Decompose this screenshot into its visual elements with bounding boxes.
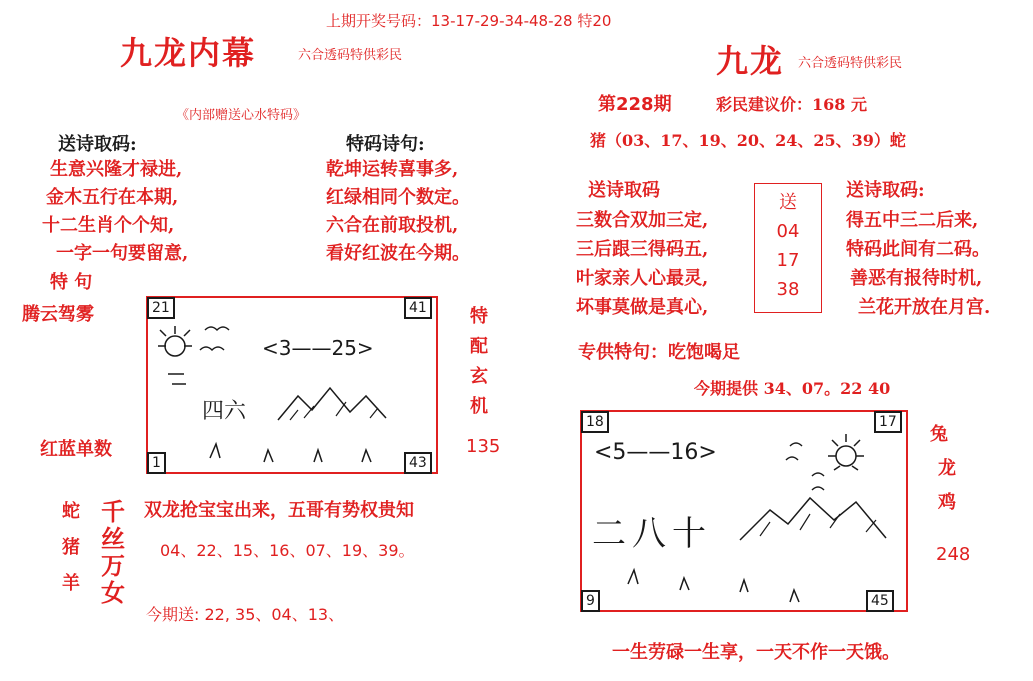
poem-line: 三后跟三得码五, (576, 239, 709, 260)
poem-line: 十二生肖个个知, (42, 215, 175, 236)
left-card-corner-bl: 1 (147, 452, 166, 474)
poem-line: 特码此间有二码。 (846, 239, 990, 260)
poem-line: 善恶有报待时机, (850, 268, 983, 289)
zodiac-char: 鸡 (938, 492, 956, 513)
left-card-chars: 四六 (202, 399, 247, 424)
poem-line: 一字一句要留意, (56, 243, 189, 264)
left-poem-b-label: 特码诗句: (346, 134, 425, 155)
right-zodiac-col (930, 418, 956, 520)
left-line-2: 04、22、15、16、07、19、39。 (160, 541, 415, 560)
suggested-price: 彩民建议价：168 元 (716, 95, 867, 114)
right-card-chars: 二八十 (592, 514, 712, 554)
left-special-label: 特 句 (50, 272, 93, 293)
poem-line: 叶家亲人心最灵, (576, 268, 709, 289)
right-special-phrase: 专供特句：吃饱喝足 (578, 342, 740, 363)
left-today-send: 今期送: 22, 35、04、13、 (146, 605, 345, 624)
left-riddle-chars: 千丝万女 (101, 497, 125, 607)
left-card-corner-br: 43 (404, 452, 432, 474)
right-card-corner-tr: 17 (874, 411, 902, 433)
left-subtitle: 六合透码特供彩民 (298, 48, 403, 63)
right-card-corner-bl: 9 (581, 590, 600, 612)
send-number: 17 (776, 250, 800, 271)
zodiac-number-line: 猪（03、17、19、20、24、25、39）蛇 (590, 131, 906, 150)
right-subtitle: 六合透码特供彩民 (798, 56, 903, 71)
poem-line: 金木五行在本期, (46, 187, 179, 208)
left-card-corner-tl: 21 (147, 297, 175, 319)
send-label: 送 (779, 192, 797, 213)
zodiac-char: 蛇 (62, 501, 80, 522)
right-card-range: <5——16> (594, 440, 717, 465)
zodiac-char: 龙 (938, 458, 956, 479)
side-char: 机 (470, 396, 488, 417)
left-title: 九龙内幕 (120, 34, 257, 72)
poem-line: 红绿相同个数定。 (326, 187, 470, 208)
send-number: 38 (776, 279, 800, 300)
left-card-range: <3——25> (262, 336, 374, 360)
side-char: 配 (470, 336, 488, 357)
side-char: 特 (470, 306, 488, 327)
poem-line: 乾坤运转喜事多, (326, 159, 459, 180)
right-title: 九龙 (716, 42, 785, 80)
left-side-number: 135 (466, 436, 501, 457)
poem-line: 六合在前取投机, (326, 215, 459, 236)
left-red-blue: 红蓝单数 (40, 439, 112, 460)
left-card-corner-tr: 41 (404, 297, 432, 319)
poem-line: 生意兴隆才禄进, (50, 159, 183, 180)
issue-number: 第228期 (598, 94, 672, 115)
right-footer: 一生劳碌一生享，一天不作一天饿。 (612, 642, 900, 663)
poem-line: 得五中三二后来, (846, 210, 979, 231)
last-draw-results: 上期开奖号码：13-17-29-34-48-28 特20 (326, 12, 612, 30)
poem-line: 看好红波在今期。 (326, 243, 470, 264)
left-special-phrase: 腾云驾雾 (22, 304, 94, 325)
zodiac-char: 羊 (62, 573, 80, 594)
poem-line: 坏事莫做是真心, (576, 297, 709, 318)
right-card-corner-br: 45 (866, 590, 894, 612)
today-provide: 今期提供 34、07。22 40 (694, 379, 891, 398)
right-poem-b-label: 送诗取码: (846, 180, 925, 201)
left-section-heading: 《内部赠送心水特码》 (176, 108, 307, 123)
zodiac-char: 兔 (930, 424, 948, 445)
left-poem-a-label: 送诗取码: (58, 134, 137, 155)
side-char: 玄 (470, 366, 488, 387)
right-card-corner-tl: 18 (581, 411, 609, 433)
zodiac-char: 猪 (62, 537, 80, 558)
right-poem-a-label: 送诗取码 (588, 180, 660, 201)
left-line-1: 双龙抢宝宝出来，五哥有势权贵知 (144, 500, 414, 521)
poem-line: 兰花开放在月宫. (858, 297, 991, 318)
right-side-number: 248 (936, 544, 971, 565)
poem-line: 三数合双加三定, (576, 210, 709, 231)
send-number: 04 (776, 221, 800, 242)
